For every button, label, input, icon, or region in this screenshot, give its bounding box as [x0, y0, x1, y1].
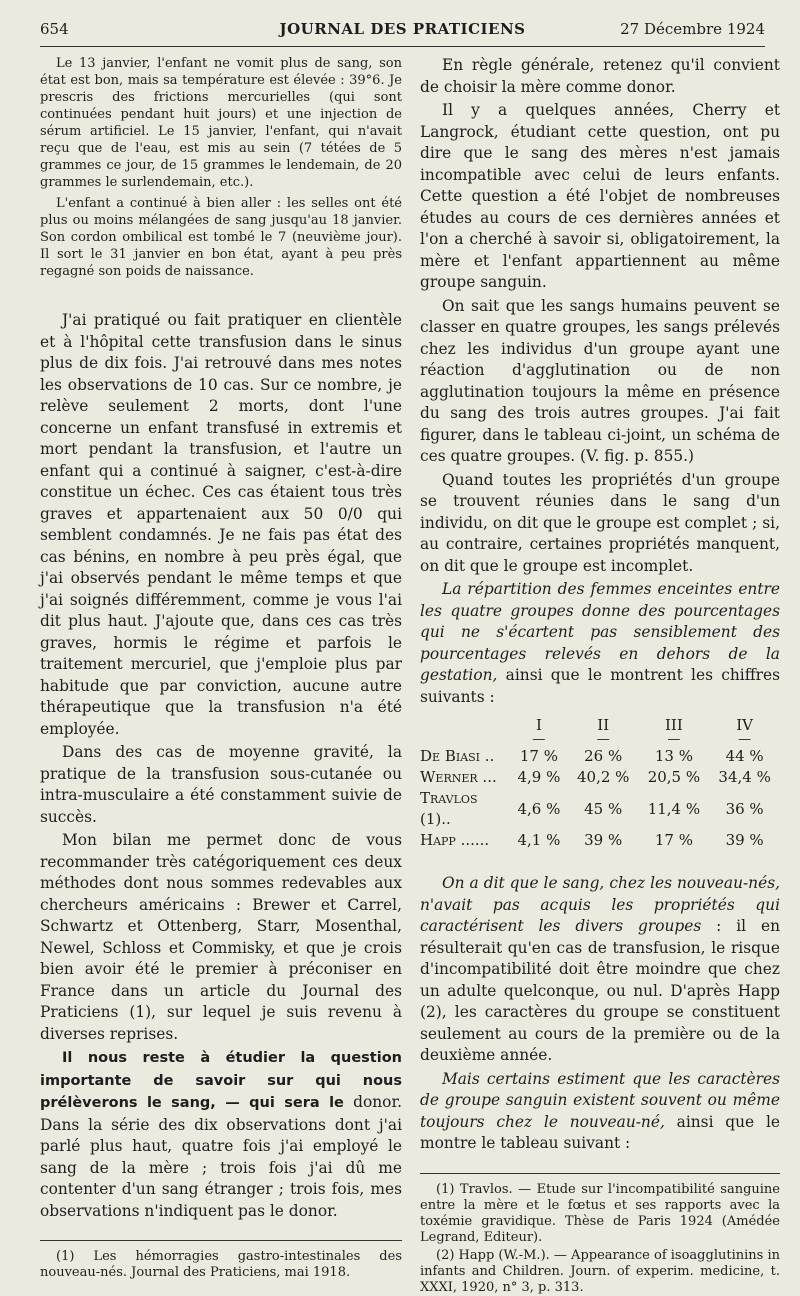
table-cell: 45 % [584, 799, 623, 818]
paragraph-rest: ainsi que le montrent les chiffres suivants : [420, 666, 780, 706]
italic-lead: Mais certains estiment que les caractères de groupe sanguin existent souvent ou même toujours chez le nouveau-né, [420, 1069, 780, 1131]
table-cell: 40,2 % [576, 768, 630, 786]
italic-lead: On a dit que le sang, chez les nouveau-nés, n'avait pas acquis les propriétés qui caractérisent les divers groupes [420, 874, 780, 935]
table-cell: 36 % [725, 799, 764, 818]
section-lead: Il nous reste à étudier la question importante de savoir sur qui nous prélèverons le sang, — qui sera le [40, 1050, 402, 1111]
blood-group-table [420, 712, 780, 851]
table-cell: 4,6 % [517, 799, 561, 818]
table-cell: 4,1 % [517, 831, 561, 849]
table-row [420, 788, 780, 830]
table-dash-row: — — — — [532, 732, 752, 747]
body-paragraph [420, 579, 780, 708]
body-paragraph: Il y a quelques années, Cherry et Langrock, étudiant cette question, ont pu dire que le sang des mères n'est jamais incompatible avec celui de leurs enfants. Cette question a été l'objet de nombreuses études au cours de ces dernières années et l'on a cherché à savoir si, obligatoirement, la mère et l'enfant appartiennent au même groupe sanguin. [420, 101, 780, 291]
body-paragraph: On sait que les sangs humains peuvent se classer en quatre groupes, les sangs prélevés chez les individus d'un groupe ayant une réaction d'agglutination ou de non agglutination toujours la même en présence du sang des trois autres groupes. J'ai fait figurer, dans le tableau ci-joint, un schéma de ces quatre groupes. (V. fig. p. 855.) [420, 296, 780, 465]
left-footnotes [40, 1249, 402, 1281]
table-header-cell: IV [736, 716, 753, 734]
table-header-cell: I [535, 716, 542, 734]
footnote: (2) Happ (W.-M.). — Appearance of isoagglutinins in infants and Children. Journ. of experim. medicine, t. XXXI, 1920, n° 3, p. 313. [420, 1247, 780, 1295]
table-header-cell: III [665, 716, 683, 734]
table-header-row [420, 712, 780, 734]
italic-lead: La répartition des femmes enceintes entre les quatre groupes donne des pourcentages qui ne s'écartent pas sensiblement des pourcentages relevés en dehors de la gestation, [420, 580, 780, 684]
observation-paragraph: L'enfant a continué à bien aller : les selles ont été plus ou moins mélangées de sang jusqu'au 18 janvier. Son cordon ombilical est tombé le 7 (neuvième jour). Il sort le 31 janvier en bon état, ayant à peu près regagné son poids de naissance. [40, 196, 402, 279]
table-cell: 11,4 % [647, 799, 701, 818]
body-paragraph: J'ai pratiqué ou fait pratiquer en clientèle et à l'hôpital cette transfusion dans le sinus plus de dix fois. J'ai retrouvé dans mes notes les observations de 10 cas. Sur ce nombre, je relève seulement 2 morts, dont l'une concerne un enfant transfusé in extremis et mort pendant la transfusion, et l'autre un enfant qui a continué à saigner, c'est-à-dire constitue un échec. Ces cas étaient tous très graves et appartenaient aux 50 0/0 qui semblent condamnés. Je ne fais pas état des cas bénins, en nombre à peu près égal, que j'ai observés pendant le même temps et que j'ai soignés différemment, comme je vous l'ai dit plus haut. J'ajoute que, dans ces cas très graves, hormis le régime et parfois le traitement mercuriel, que j'emploie plus par habitude que par conviction, aucune autre thérapeutique que la transfusion n'a été employée. [40, 311, 402, 738]
body-paragraph: Mon bilan me permet donc de vous recommander très catégoriquement ces deux méthodes dont nous sommes redevables aux chercheurs américains : Brewer et Carrel, Schwartz et Ottenberg, Starr, Mosenthal, Newel, Schloss et Commisky, et que je crois bien avoir été le premier à préconiser en France dans un article du Journal des Praticiens (1), sur lequel je suis revenu à diverses reprises. [40, 831, 402, 1043]
table-row [420, 830, 780, 851]
table-cell-author: Travlos (1).. [420, 789, 478, 828]
section-lead-rest: donor. Dans la série des dix observations dont j'ai parlé plus haut, quatre fois j'ai employé le sang de la mère ; trois fois j'ai dû me contenter d'un sang étranger ; trois fois, mes observations n'indiquent pas le donor. [40, 1093, 402, 1220]
footnote-rule [420, 1173, 780, 1174]
footnote: (1) Les hémorragies gastro-intestinales des nouveau-nés. Journal des Praticiens, mai 1918. [40, 1249, 402, 1280]
table-header-cell [420, 712, 510, 734]
footnote-rule [40, 1240, 402, 1241]
page-header [40, 20, 765, 47]
observation-block [40, 55, 402, 280]
body-paragraph: Quand toutes les propriétés d'un groupe se trouvent réunies dans le sang d'un individu, on dit que le groupe est complet ; si, au contraire, certaines propriétés manquent, on dit que le groupe est incomplet. [420, 470, 780, 575]
table-cell: 13 % [654, 747, 693, 765]
right-body [420, 55, 780, 1155]
table-row [420, 767, 780, 788]
table-cell: 17 % [654, 831, 693, 849]
paragraph-rest: ainsi que le montre le tableau suivant : [420, 1112, 780, 1152]
body-paragraph [420, 873, 780, 1067]
table-cell: 17 % [519, 747, 558, 765]
right-column [420, 55, 780, 1296]
journal-title: JOURNAL DES PRATICIENS [279, 20, 526, 38]
paragraph-rest: : il en résulterait qu'en cas de transfusion, le risque d'incompatibilité doit être moindre que chez un adulte quelconque, ou nul. D'après Happ (2), les caractères du groupe se constituent seulement au cours de la première ou de la deuxième année. [420, 917, 781, 1064]
observation-paragraph: Le 13 janvier, l'enfant ne vomit plus de sang, son état est bon, mais sa température est élevée : 39°6. Je prescris des frictions mercurielles (qui sont continuées pendant huit jours) et une injection de sérum artificiel. Le 15 janvier, l'enfant, qui n'avait reçu que de l'eau, est mis au sein (7 tétées de 5 grammes ce jour, de 15 grammes le lendemain, de 20 grammes le surlendemain, etc.). [40, 56, 402, 190]
table-row [420, 746, 780, 767]
right-footnotes [420, 1182, 780, 1296]
table-header-cell: II [597, 716, 610, 734]
table-cell: 39 % [725, 831, 764, 849]
table-cell: 39 % [584, 831, 623, 849]
body-paragraph [40, 1047, 402, 1222]
footnote: (1) Travlos. — Etude sur l'incompatibilité sanguine entre la mère et le fœtus et ses rapports avec la toxémie gravidique. Thèse de Paris 1924 (Amédée Legrand, Editeur). [420, 1181, 780, 1245]
issue-date: 27 Décembre 1924 [620, 20, 765, 38]
page-number: 654 [40, 20, 69, 38]
table-cell: 34,4 % [718, 768, 771, 786]
table-cell: 26 % [584, 747, 623, 765]
table-cell: 4,9 % [517, 768, 561, 786]
table-cell: 20,5 % [647, 768, 701, 786]
body-paragraph: Dans des cas de moyenne gravité, la pratique de la transfusion sous-cutanée ou intra-musculaire a été constamment suivie de succès. [40, 743, 402, 826]
table-cell: 44 % [725, 747, 764, 765]
body-paragraph: En règle générale, retenez qu'il convient de choisir la mère comme donor. [420, 56, 780, 96]
table-cell-author: Werner ... [420, 768, 497, 786]
left-column [40, 55, 402, 1281]
table-cell-author: De Biasi .. [420, 747, 495, 765]
left-body [40, 310, 402, 1222]
body-paragraph [420, 1069, 780, 1155]
table-cell-author: Happ ...... [420, 831, 490, 849]
